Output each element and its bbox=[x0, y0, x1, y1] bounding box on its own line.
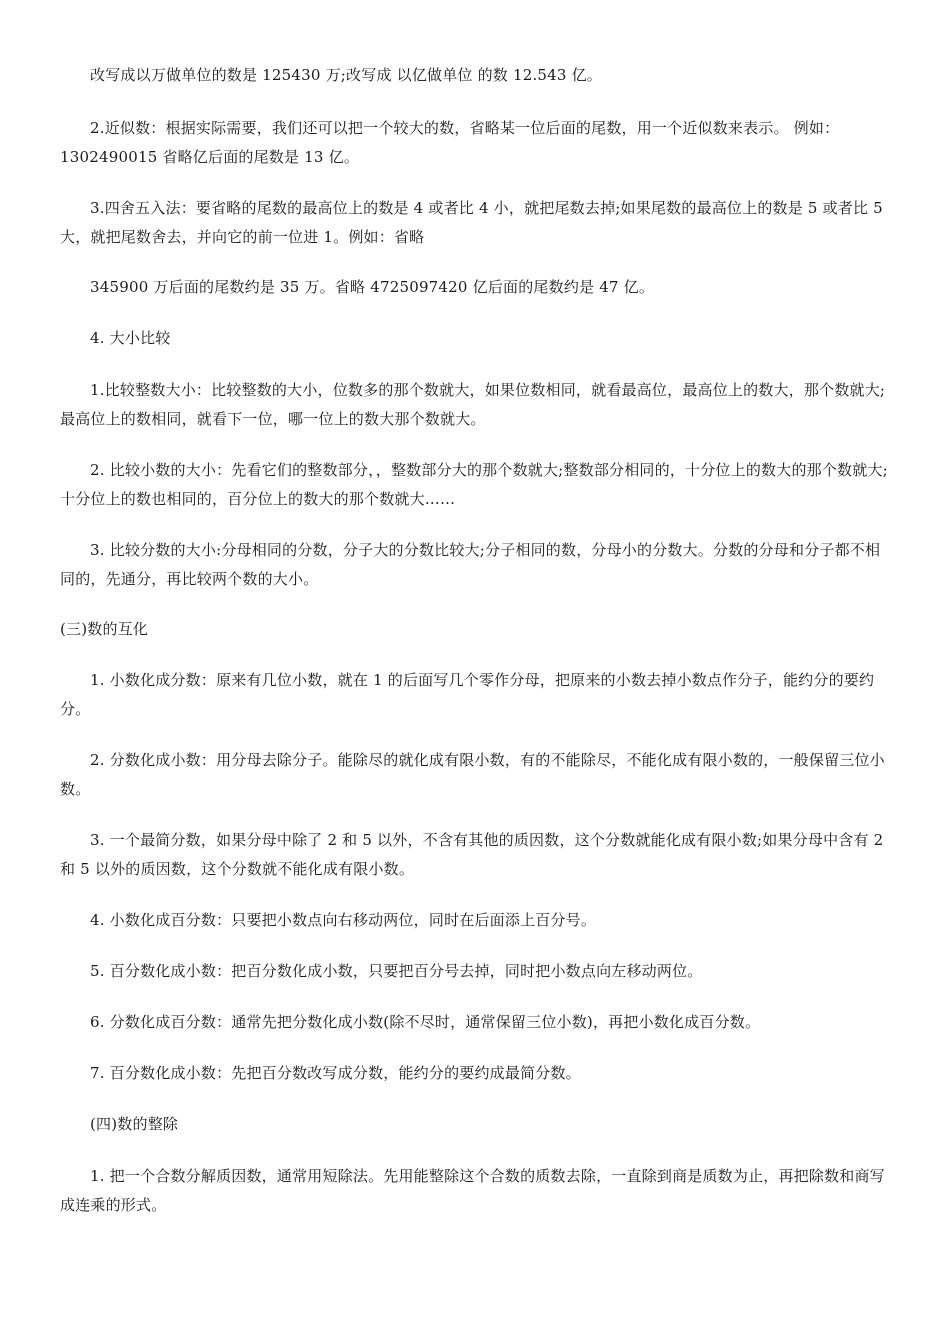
paragraph-simplest-fraction: 3. 一个最简分数，如果分母中除了 2 和 5 以外，不含有其他的质因数，这个分数就能化成有限小数;如果分母中含有 2 和 5 以外的质因数，这个分数就不能化成有限小数。 bbox=[60, 831, 884, 878]
paragraph-prime-factorization: 1. 把一个合数分解质因数，通常用短除法。先用能整除这个合数的质数去除，一直除到商是质数为止，再把除数和商写成连乘的形式。 bbox=[60, 1167, 885, 1214]
paragraph-fraction-to-percent: 6. 分数化成百分数：通常先把分数化成小数(除不尽时，通常保留三位小数)，再把小数化成百分数。 bbox=[90, 1013, 761, 1031]
heading-divisibility: (四)数的整除 bbox=[90, 1115, 179, 1133]
heading-number-conversion: (三)数的互化 bbox=[60, 620, 149, 638]
paragraph-percent-to-fraction: 7. 百分数化成小数：先把百分数改写成分数，能约分的要约成最简分数。 bbox=[90, 1064, 581, 1082]
paragraph-compare-fractions: 3. 比较分数的大小:分母相同的分数，分子大的分数比较大;分子相同的数，分母小的分数大。分数的分母和分子都不相同的，先通分，再比较两个数的大小。 bbox=[60, 541, 881, 588]
paragraph-decimal-to-fraction: 1. 小数化成分数：原来有几位小数，就在 1 的后面写几个零作分母，把原来的小数去掉小数点作分子，能约分的要约分。 bbox=[60, 671, 875, 718]
paragraph-compare-integers: 1.比较整数大小：比较整数的大小，位数多的那个数就大，如果位数相同，就看最高位，最高位上的数大，那个数就大;最高位上的数相同，就看下一位，哪一位上的数大那个数就大。 bbox=[60, 381, 886, 428]
heading-size-comparison: 4. 大小比较 bbox=[90, 329, 171, 347]
paragraph-approximate-number: 2.近似数：根据实际需要，我们还可以把一个较大的数，省略某一位后面的尾数，用一个近似数来表示。 例如： 1302490015 省略亿后面的尾数是 13 亿。 bbox=[60, 119, 840, 166]
paragraph-decimal-to-percent: 4. 小数化成百分数：只要把小数点向右移动两位，同时在后面添上百分号。 bbox=[90, 911, 597, 929]
paragraph-percent-to-decimal: 5. 百分数化成小数：把百分数化成小数，只要把百分号去掉，同时把小数点向左移动两位。 bbox=[90, 962, 703, 980]
paragraph-rounding: 3.四舍五入法：要省略的尾数的最高位上的数是 4 或者比 4 小，就把尾数去掉;如果尾数的最高位上的数是 5 或者比 5 大，就把尾数舍去，并向它的前一位进 1。例如：省略 bbox=[60, 199, 883, 246]
paragraph-rounding-example: 345900 万后面的尾数约是 35 万。省略 4725097420 亿后面的尾数约是 47 亿。 bbox=[90, 278, 655, 296]
paragraph-fraction-to-decimal: 2. 分数化成小数：用分母去除分子。能除尽的就化成有限小数，有的不能除尽，不能化成有限小数的，一般保留三位小数。 bbox=[60, 751, 885, 798]
paragraph-compare-decimals: 2. 比较小数的大小：先看它们的整数部分，，整数部分大的那个数就大;整数部分相同的，十分位上的数大的那个数就大;十分位上的数也相同的，百分位上的数大的那个数就大…… bbox=[60, 461, 888, 508]
paragraph-rewrite-units: 改写成以万做单位的数是 125430 万;改写成 以亿做单位 的数 12.543 亿。 bbox=[90, 66, 603, 84]
